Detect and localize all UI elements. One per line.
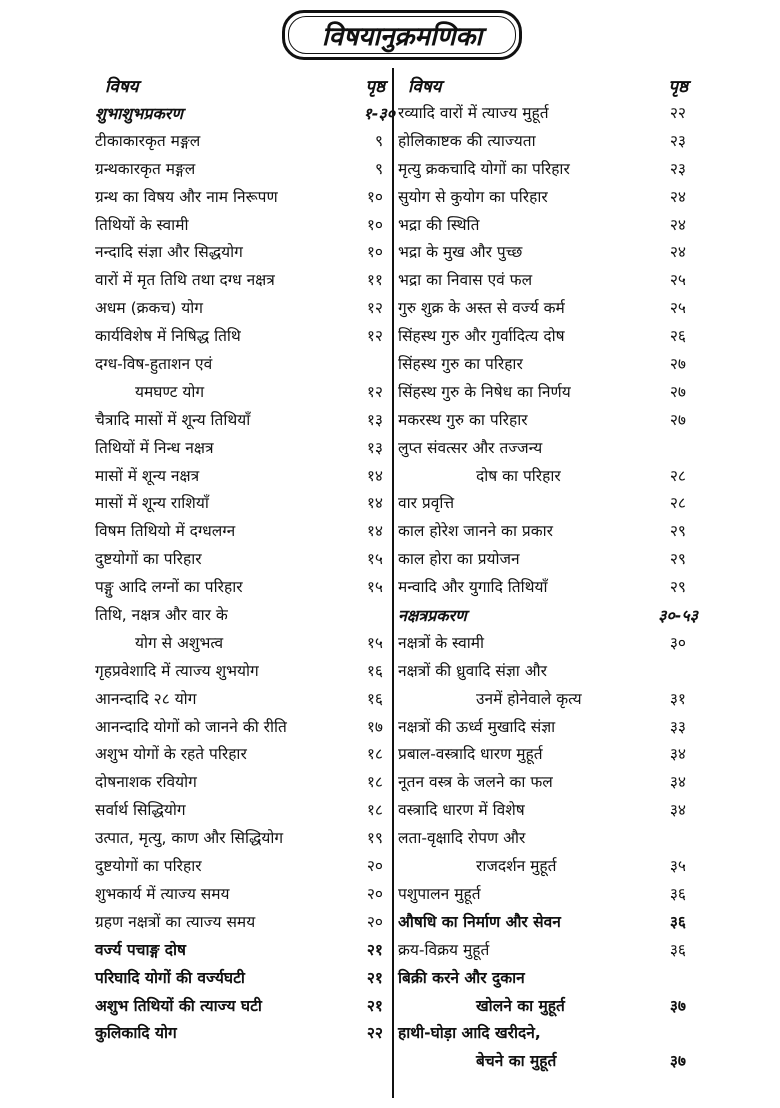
page-heading: पृष्ठ bbox=[668, 77, 688, 97]
entry-page-number: ३६ bbox=[669, 912, 686, 931]
entry-page-number: १४ bbox=[366, 522, 383, 541]
toc-entry bbox=[398, 184, 688, 212]
toc-entry bbox=[95, 323, 385, 351]
entry-title: सिंहस्थ गुरु और गुर्वादित्य दोष bbox=[398, 327, 565, 346]
entry-page-number: ३३ bbox=[669, 717, 686, 736]
entry-page-number: २४ bbox=[669, 215, 686, 234]
left-column-header bbox=[95, 70, 385, 100]
toc-entry bbox=[398, 100, 688, 128]
entry-title: दग्ध-विष-हुताशन एवं bbox=[95, 355, 213, 374]
entry-page-number: ३०-५३ bbox=[658, 606, 698, 626]
toc-entry bbox=[398, 769, 688, 797]
entry-page-number: ९ bbox=[374, 159, 383, 178]
entry-title: योग से अशुभत्व bbox=[135, 633, 224, 652]
entry-title: पङ्गु आदि लग्नों का परिहार bbox=[95, 578, 243, 597]
entry-title: नूतन वस्त्र के जलने का फल bbox=[398, 773, 553, 792]
entry-title: मासों में शून्य नक्षत्र bbox=[95, 466, 200, 485]
toc-entry bbox=[95, 769, 385, 797]
entry-title: विषम तिथियो में दग्धलग्न bbox=[95, 522, 236, 541]
entry-page-number: १२ bbox=[366, 299, 383, 318]
entry-page-number: १८ bbox=[366, 745, 383, 764]
entry-page-number: २३ bbox=[669, 131, 686, 150]
entry-page-number: ३७ bbox=[669, 996, 686, 1015]
entry-title: क्रय-विक्रय मुहूर्त bbox=[398, 940, 490, 959]
toc-entry bbox=[95, 379, 385, 407]
entry-title: होलिकाष्टक की त्याज्यता bbox=[398, 131, 536, 150]
entry-title: भद्रा के मुख और पुच्छ bbox=[398, 243, 523, 262]
entry-page-number: २० bbox=[366, 857, 383, 876]
toc-entry bbox=[398, 490, 688, 518]
entry-title: उनमें होनेवाले कृत्य bbox=[476, 689, 582, 708]
toc-entry bbox=[95, 602, 385, 630]
left-entry-list bbox=[95, 100, 395, 1048]
entry-page-number: १२ bbox=[366, 382, 383, 401]
entry-title: सर्वार्थ सिद्धियोग bbox=[95, 801, 186, 820]
toc-entry bbox=[95, 295, 385, 323]
entry-title: प्रबाल-वस्त्रादि धारण मुहूर्त bbox=[398, 745, 543, 764]
toc-entry bbox=[95, 937, 385, 965]
entry-title: कुलिकादि योग bbox=[95, 1024, 177, 1043]
entry-page-number: १९ bbox=[366, 829, 383, 848]
entry-page-number: ३४ bbox=[669, 801, 686, 820]
toc-entry bbox=[398, 295, 688, 323]
toc-entry bbox=[95, 239, 385, 267]
toc-entry bbox=[95, 490, 385, 518]
entry-title: सिंहस्थ गुरु का परिहार bbox=[398, 355, 523, 374]
toc-entry bbox=[95, 546, 385, 574]
entry-title: भद्रा का निवास एवं फल bbox=[398, 271, 533, 290]
entry-page-number: १४ bbox=[366, 494, 383, 513]
toc-entry bbox=[398, 546, 688, 574]
toc-entry bbox=[95, 630, 385, 658]
entry-page-number: ३१ bbox=[669, 689, 686, 708]
entry-title: परिघादि योगों की वर्ज्यघटी bbox=[95, 968, 245, 987]
entry-title: खोलने का मुहूर्त bbox=[476, 996, 565, 1015]
subject-heading: विषय bbox=[105, 77, 139, 97]
toc-entry bbox=[398, 881, 688, 909]
toc-entry bbox=[95, 574, 385, 602]
toc-entry bbox=[398, 1020, 688, 1048]
entry-page-number: १० bbox=[366, 187, 383, 206]
page-title: विषयानुक्रमणिका bbox=[321, 22, 483, 52]
title-frame bbox=[282, 10, 522, 60]
entry-title: चैत्रादि मासों में शून्य तिथियाँ bbox=[95, 410, 251, 429]
entry-page-number: १६ bbox=[366, 661, 383, 680]
entry-title: गृहप्रवेशादि में त्याज्य शुभयोग bbox=[95, 661, 259, 680]
entry-title: पशुपालन मुहूर्त bbox=[398, 884, 481, 903]
toc-entry bbox=[95, 463, 385, 491]
toc-entry bbox=[95, 435, 385, 463]
entry-title: बेचने का मुहूर्त bbox=[476, 1052, 557, 1071]
entry-title: अधम (क्रकच) योग bbox=[95, 299, 203, 318]
entry-page-number: २० bbox=[366, 884, 383, 903]
toc-entry bbox=[95, 797, 385, 825]
entry-page-number: १० bbox=[366, 243, 383, 262]
entry-page-number: २४ bbox=[669, 187, 686, 206]
toc-entry bbox=[398, 574, 688, 602]
entry-title: ग्रन्थ का विषय और नाम निरूपण bbox=[95, 187, 278, 206]
entry-page-number: ३६ bbox=[669, 940, 686, 959]
entry-title: भद्रा की स्थिति bbox=[398, 215, 480, 234]
entry-title: अशुभ योगों के रहते परिहार bbox=[95, 745, 247, 764]
entry-page-number: २९ bbox=[669, 522, 686, 541]
right-entry-list bbox=[398, 100, 698, 1076]
entry-title: लता-वृक्षादि रोपण और bbox=[398, 829, 526, 848]
toc-entry bbox=[95, 881, 385, 909]
entry-page-number: १० bbox=[366, 215, 383, 234]
toc-entry bbox=[398, 714, 688, 742]
entry-title: कार्यविशेष में निषिद्ध तिथि bbox=[95, 327, 241, 346]
toc-entry bbox=[398, 379, 688, 407]
entry-page-number: १८ bbox=[366, 801, 383, 820]
entry-title: नन्दादि संज्ञा और सिद्धयोग bbox=[95, 243, 243, 262]
entry-title: उत्पात, मृत्यु, काण और सिद्धियोग bbox=[95, 829, 284, 848]
entry-title: दोष का परिहार bbox=[476, 466, 561, 485]
entry-page-number: १६ bbox=[366, 689, 383, 708]
entry-title: तिथियों में निन्ध नक्षत्र bbox=[95, 438, 214, 457]
entry-title: वारों में मृत तिथि तथा दग्ध नक्षत्र bbox=[95, 271, 275, 290]
toc-entry bbox=[95, 1020, 385, 1048]
entry-page-number: १५ bbox=[366, 578, 383, 597]
entry-page-number: २३ bbox=[669, 159, 686, 178]
right-column bbox=[398, 70, 698, 1076]
toc-entry bbox=[398, 267, 688, 295]
toc-entry bbox=[95, 518, 385, 546]
entry-page-number: ३७ bbox=[669, 1052, 686, 1071]
toc-entry bbox=[398, 825, 688, 853]
toc-entry bbox=[398, 463, 688, 491]
entry-title: शुभाशुभप्रकरण bbox=[95, 104, 183, 123]
entry-page-number: २१ bbox=[366, 940, 383, 959]
section-heading-row bbox=[398, 602, 698, 630]
toc-entry bbox=[95, 212, 385, 240]
entry-title: दुष्टयोगों का परिहार bbox=[95, 857, 202, 876]
entry-title: लुप्त संवत्सर और तज्जन्य bbox=[398, 438, 543, 457]
entry-title: ग्रहण नक्षत्रों का त्याज्य समय bbox=[95, 912, 256, 931]
entry-title: मन्वादि और युगादि तिथियाँ bbox=[398, 578, 548, 597]
entry-page-number: २८ bbox=[669, 494, 686, 513]
entry-title: अशुभ तिथियों की त्याज्य घटी bbox=[95, 996, 262, 1015]
entry-page-number: २२ bbox=[669, 104, 686, 122]
entry-page-number: २२ bbox=[366, 1024, 383, 1043]
entry-page-number: ३४ bbox=[669, 745, 686, 764]
entry-title: रव्यादि वारों में त्याज्य मुहूर्त bbox=[398, 104, 549, 122]
entry-title: ग्रन्थकारकृत मङ्गल bbox=[95, 159, 196, 178]
entry-title: गुरु शुक्र के अस्त से वर्ज्य कर्म bbox=[398, 299, 565, 318]
entry-page-number: २७ bbox=[669, 382, 686, 401]
subject-heading: विषय bbox=[408, 77, 442, 97]
entry-title: सुयोग से कुयोग का परिहार bbox=[398, 187, 548, 206]
entry-title: काल होरेश जानने का प्रकार bbox=[398, 522, 553, 541]
right-column-header bbox=[398, 70, 688, 100]
left-column bbox=[95, 70, 395, 1048]
entry-page-number: ९ bbox=[374, 131, 383, 150]
entry-title: वर्ज्य पचाङ्ग दोष bbox=[95, 940, 186, 959]
entry-page-number: १-३० bbox=[363, 104, 395, 123]
entry-title: नक्षत्रों के स्वामी bbox=[398, 633, 484, 652]
entry-page-number: १८ bbox=[366, 773, 383, 792]
entry-title: मासों में शून्य राशियाँ bbox=[95, 494, 209, 513]
toc-entry bbox=[398, 937, 688, 965]
entry-page-number: ३६ bbox=[669, 884, 686, 903]
toc-entry bbox=[95, 825, 385, 853]
toc-entry bbox=[95, 156, 385, 184]
page-heading: पृष्ठ bbox=[365, 77, 385, 97]
toc-entry bbox=[398, 351, 688, 379]
entry-page-number: २६ bbox=[669, 327, 686, 346]
toc-entry bbox=[398, 239, 688, 267]
entry-page-number: २० bbox=[366, 912, 383, 931]
entry-title: नक्षत्रों की ध्रुवादि संज्ञा और bbox=[398, 661, 547, 680]
entry-page-number: २७ bbox=[669, 355, 686, 374]
entry-title: मृत्यु क्रकचादि योगों का परिहार bbox=[398, 159, 570, 178]
entry-page-number: ३४ bbox=[669, 773, 686, 792]
entry-page-number: १७ bbox=[366, 717, 383, 736]
entry-page-number: २१ bbox=[366, 968, 383, 987]
toc-entry bbox=[95, 965, 385, 993]
toc-entry bbox=[95, 184, 385, 212]
column-divider bbox=[392, 68, 394, 1098]
toc-entry bbox=[398, 518, 688, 546]
entry-title: दोषनाशक रवियोग bbox=[95, 773, 197, 792]
toc-entry bbox=[95, 267, 385, 295]
section-heading-row bbox=[95, 100, 395, 128]
toc-entry bbox=[398, 965, 688, 993]
toc-entry bbox=[398, 435, 688, 463]
entry-title: तिथियों के स्वामी bbox=[95, 215, 189, 234]
entry-page-number: १५ bbox=[366, 633, 383, 652]
toc-entry bbox=[95, 714, 385, 742]
toc-entry bbox=[398, 212, 688, 240]
toc-entry bbox=[398, 686, 688, 714]
entry-page-number: २९ bbox=[669, 550, 686, 569]
toc-entry bbox=[398, 630, 688, 658]
entry-title: शुभकार्य में त्याज्य समय bbox=[95, 884, 230, 903]
entry-title: यमघण्ट योग bbox=[135, 382, 205, 401]
entry-page-number: २५ bbox=[669, 271, 686, 290]
entry-page-number: ३० bbox=[669, 633, 686, 652]
entry-page-number: १५ bbox=[366, 550, 383, 569]
toc-entry bbox=[95, 351, 385, 379]
entry-title: आनन्दादि योगों को जानने की रीति bbox=[95, 717, 287, 736]
entry-title: औषधि का निर्माण और सेवन bbox=[398, 912, 561, 931]
entry-title: वार प्रवृत्ति bbox=[398, 494, 455, 513]
entry-page-number: १३ bbox=[366, 438, 383, 457]
toc-entry bbox=[398, 1048, 688, 1076]
toc-entry bbox=[95, 407, 385, 435]
toc-entry bbox=[95, 909, 385, 937]
entry-title: सिंहस्थ गुरु के निषेध का निर्णय bbox=[398, 382, 571, 401]
toc-entry bbox=[398, 407, 688, 435]
toc-entry bbox=[398, 128, 688, 156]
toc-entry bbox=[95, 741, 385, 769]
entry-page-number: २८ bbox=[669, 466, 686, 485]
entry-title: नक्षत्रप्रकरण bbox=[398, 606, 467, 626]
toc-entry bbox=[95, 993, 385, 1021]
entry-page-number: २५ bbox=[669, 299, 686, 318]
entry-title: दुष्टयोगों का परिहार bbox=[95, 550, 202, 569]
entry-page-number: २७ bbox=[669, 410, 686, 429]
toc-entry bbox=[95, 128, 385, 156]
entry-page-number: १४ bbox=[366, 466, 383, 485]
toc-entry bbox=[398, 993, 688, 1021]
toc-entry bbox=[398, 797, 688, 825]
toc-entry bbox=[398, 323, 688, 351]
toc-entry bbox=[398, 909, 688, 937]
toc-entry bbox=[95, 853, 385, 881]
entry-title: मकरस्थ गुरु का परिहार bbox=[398, 410, 528, 429]
entry-page-number: २१ bbox=[366, 996, 383, 1015]
entry-title: बिक्री करने और दुकान bbox=[398, 968, 525, 987]
entry-page-number: ११ bbox=[366, 271, 383, 290]
entry-page-number: ३५ bbox=[669, 857, 686, 876]
entry-title: तिथि, नक्षत्र और वार के bbox=[95, 606, 228, 625]
entry-page-number: २४ bbox=[669, 243, 686, 262]
entry-page-number: २९ bbox=[669, 578, 686, 597]
entry-title: आनन्दादि २८ योग bbox=[95, 689, 197, 708]
entry-title: काल होरा का प्रयोजन bbox=[398, 550, 520, 569]
toc-entry bbox=[95, 686, 385, 714]
toc-entry bbox=[398, 853, 688, 881]
entry-title: टीकाकारकृत मङ्गल bbox=[95, 131, 201, 150]
toc-entry bbox=[398, 156, 688, 184]
toc-entry bbox=[398, 658, 688, 686]
toc-entry bbox=[398, 741, 688, 769]
toc-entry bbox=[95, 658, 385, 686]
entry-title: नक्षत्रों की ऊर्ध्व मुखादि संज्ञा bbox=[398, 717, 556, 736]
entry-title: हाथी-घोड़ा आदि खरीदने, bbox=[398, 1024, 541, 1043]
entry-title: वस्त्रादि धारण में विशेष bbox=[398, 801, 525, 820]
entry-page-number: १३ bbox=[366, 410, 383, 429]
entry-page-number: १२ bbox=[366, 327, 383, 346]
entry-title: राजदर्शन मुहूर्त bbox=[476, 857, 557, 876]
